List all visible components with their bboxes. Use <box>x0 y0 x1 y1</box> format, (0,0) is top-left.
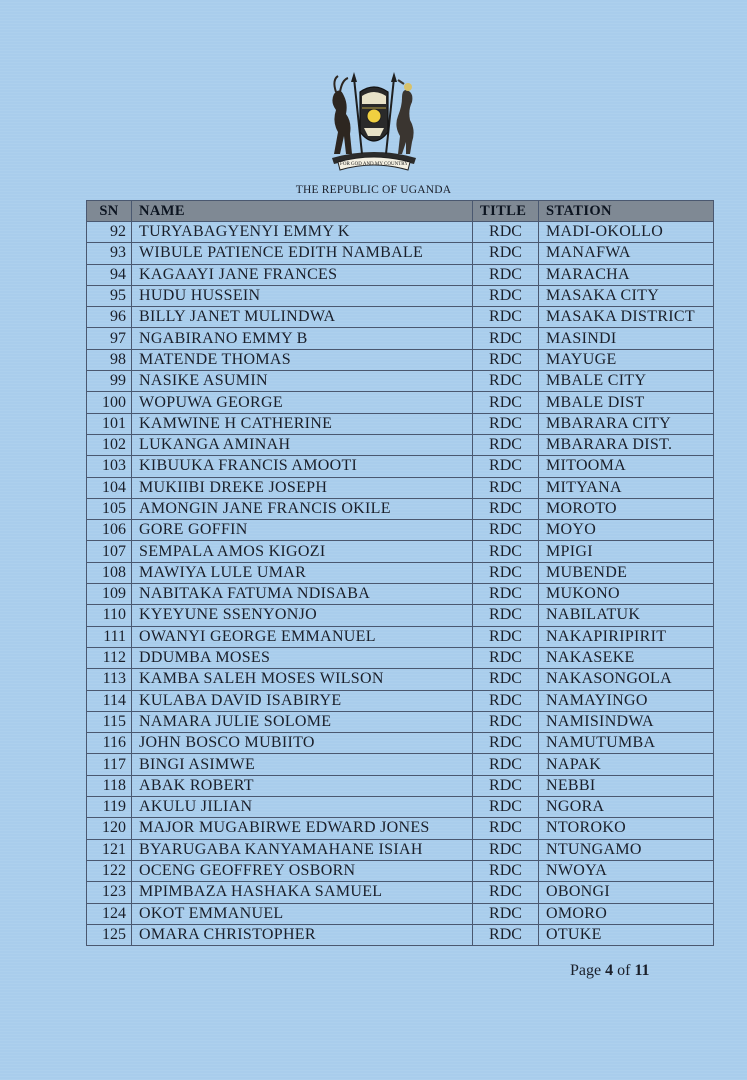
republic-title: THE REPUBLIC OF UGANDA <box>295 184 452 196</box>
page-indicator <box>570 962 650 980</box>
cell-name: LUKANGA AMINAH <box>132 434 473 455</box>
cell-title: RDC <box>473 264 539 285</box>
cell-name: KAMBA SALEH MOSES WILSON <box>132 669 473 690</box>
cell-station: MBARARA CITY <box>539 413 714 434</box>
cell-station: MUBENDE <box>539 562 714 583</box>
cell-name: AMONGIN JANE FRANCIS OKILE <box>132 498 473 519</box>
cell-title: RDC <box>473 711 539 732</box>
cell-station: MARACHA <box>539 264 714 285</box>
cell-title: RDC <box>473 371 539 392</box>
table-row <box>87 584 714 605</box>
cell-station: OMORO <box>539 903 714 924</box>
table-row <box>87 285 714 306</box>
cell-sn: 119 <box>87 797 132 818</box>
cell-station: NTOROKO <box>539 818 714 839</box>
cell-title: RDC <box>473 222 539 243</box>
cell-sn: 111 <box>87 626 132 647</box>
table-row <box>87 456 714 477</box>
cell-name: NABITAKA FATUMA NDISABA <box>132 584 473 605</box>
column-header-title: TITLE <box>473 201 539 222</box>
cell-title: RDC <box>473 307 539 328</box>
cell-station: MOYO <box>539 520 714 541</box>
cell-sn: 113 <box>87 669 132 690</box>
cell-title: RDC <box>473 456 539 477</box>
table-row <box>87 903 714 924</box>
cell-station: NAKAPIRIPIRIT <box>539 626 714 647</box>
table-row <box>87 264 714 285</box>
cell-name: MUKIIBI DREKE JOSEPH <box>132 477 473 498</box>
cell-sn: 116 <box>87 733 132 754</box>
table-row <box>87 371 714 392</box>
cell-name: KIBUUKA FRANCIS AMOOTI <box>132 456 473 477</box>
cell-sn: 109 <box>87 584 132 605</box>
table-row <box>87 647 714 668</box>
table-row <box>87 520 714 541</box>
table-row <box>87 222 714 243</box>
table-row <box>87 733 714 754</box>
cell-name: MAWIYA LULE UMAR <box>132 562 473 583</box>
cell-title: RDC <box>473 392 539 413</box>
cell-sn: 110 <box>87 605 132 626</box>
table-row <box>87 882 714 903</box>
cell-name: GORE GOFFIN <box>132 520 473 541</box>
table-row <box>87 797 714 818</box>
cell-title: RDC <box>473 903 539 924</box>
cell-title: RDC <box>473 882 539 903</box>
column-header-station: STATION <box>539 201 714 222</box>
cell-sn: 102 <box>87 434 132 455</box>
cell-station: MASINDI <box>539 328 714 349</box>
table-row <box>87 754 714 775</box>
table-row <box>87 860 714 881</box>
cell-sn: 118 <box>87 775 132 796</box>
cell-station: MASAKA CITY <box>539 285 714 306</box>
cell-title: RDC <box>473 860 539 881</box>
table-row <box>87 243 714 264</box>
cell-title: RDC <box>473 924 539 945</box>
cell-sn: 96 <box>87 307 132 328</box>
cell-station: MBALE CITY <box>539 371 714 392</box>
cell-name: ABAK ROBERT <box>132 775 473 796</box>
cell-station: MPIGI <box>539 541 714 562</box>
cell-title: RDC <box>473 584 539 605</box>
table-row <box>87 839 714 860</box>
column-header-sn: SN <box>87 201 132 222</box>
table-row <box>87 562 714 583</box>
cell-sn: 103 <box>87 456 132 477</box>
cell-station: NAMUTUMBA <box>539 733 714 754</box>
cell-name: JOHN BOSCO MUBIITO <box>132 733 473 754</box>
table-row <box>87 669 714 690</box>
cell-station: NAPAK <box>539 754 714 775</box>
cell-title: RDC <box>473 626 539 647</box>
table-row <box>87 413 714 434</box>
cell-title: RDC <box>473 520 539 541</box>
table-row <box>87 818 714 839</box>
cell-title: RDC <box>473 477 539 498</box>
cell-name: KAMWINE H CATHERINE <box>132 413 473 434</box>
cell-name: NGABIRANO EMMY B <box>132 328 473 349</box>
table-row <box>87 307 714 328</box>
cell-station: MBALE DIST <box>539 392 714 413</box>
table-row <box>87 541 714 562</box>
cell-sn: 100 <box>87 392 132 413</box>
cell-sn: 92 <box>87 222 132 243</box>
table-row <box>87 775 714 796</box>
cell-station: MADI-OKOLLO <box>539 222 714 243</box>
cell-station: MOROTO <box>539 498 714 519</box>
cell-station: NABILATUK <box>539 605 714 626</box>
cell-name: NAMARA JULIE SOLOME <box>132 711 473 732</box>
cell-sn: 101 <box>87 413 132 434</box>
cell-sn: 107 <box>87 541 132 562</box>
cell-title: RDC <box>473 797 539 818</box>
cell-title: RDC <box>473 839 539 860</box>
cell-title: RDC <box>473 243 539 264</box>
table-row <box>87 434 714 455</box>
page-current: 4 <box>605 962 614 979</box>
cell-name: BILLY JANET MULINDWA <box>132 307 473 328</box>
cell-title: RDC <box>473 647 539 668</box>
cell-station: MASAKA DISTRICT <box>539 307 714 328</box>
cell-station: OBONGI <box>539 882 714 903</box>
table-row <box>87 690 714 711</box>
cell-name: AKULU JILIAN <box>132 797 473 818</box>
cell-name: BYARUGABA KANYAMAHANE ISIAH <box>132 839 473 860</box>
cell-station: NEBBI <box>539 775 714 796</box>
cell-name: OWANYI GEORGE EMMANUEL <box>132 626 473 647</box>
cell-station: OTUKE <box>539 924 714 945</box>
cell-title: RDC <box>473 605 539 626</box>
cell-name: SEMPALA AMOS KIGOZI <box>132 541 473 562</box>
cell-station: NAMISINDWA <box>539 711 714 732</box>
table-row <box>87 924 714 945</box>
table-row <box>87 626 714 647</box>
rdc-table <box>86 200 714 946</box>
cell-sn: 98 <box>87 349 132 370</box>
cell-sn: 115 <box>87 711 132 732</box>
table-row <box>87 349 714 370</box>
cell-title: RDC <box>473 349 539 370</box>
cell-station: MAYUGE <box>539 349 714 370</box>
cell-sn: 108 <box>87 562 132 583</box>
cell-title: RDC <box>473 669 539 690</box>
cell-station: MANAFWA <box>539 243 714 264</box>
cell-name: NASIKE ASUMIN <box>132 371 473 392</box>
cell-name: KULABA DAVID ISABIRYE <box>132 690 473 711</box>
cell-title: RDC <box>473 328 539 349</box>
cell-title: RDC <box>473 690 539 711</box>
cell-sn: 93 <box>87 243 132 264</box>
cell-name: KAGAAYI JANE FRANCES <box>132 264 473 285</box>
coat-of-arms-emblem <box>318 70 430 182</box>
cell-sn: 112 <box>87 647 132 668</box>
cell-sn: 121 <box>87 839 132 860</box>
cell-title: RDC <box>473 285 539 306</box>
page-of: of <box>617 962 631 979</box>
cell-title: RDC <box>473 413 539 434</box>
cell-sn: 125 <box>87 924 132 945</box>
cell-title: RDC <box>473 818 539 839</box>
cell-station: MITYANA <box>539 477 714 498</box>
table-row <box>87 392 714 413</box>
cell-name: OCENG GEOFFREY OSBORN <box>132 860 473 881</box>
cell-sn: 124 <box>87 903 132 924</box>
crest-motto: FOR GOD AND MY COUNTRY <box>340 162 408 167</box>
cell-station: NAKASONGOLA <box>539 669 714 690</box>
cell-name: HUDU HUSSEIN <box>132 285 473 306</box>
cell-sn: 97 <box>87 328 132 349</box>
cell-title: RDC <box>473 434 539 455</box>
cell-sn: 95 <box>87 285 132 306</box>
cell-station: NAKASEKE <box>539 647 714 668</box>
table-row <box>87 498 714 519</box>
cell-station: MITOOMA <box>539 456 714 477</box>
cell-title: RDC <box>473 775 539 796</box>
cell-sn: 94 <box>87 264 132 285</box>
cell-station: NWOYA <box>539 860 714 881</box>
cell-station: NGORA <box>539 797 714 818</box>
cell-sn: 105 <box>87 498 132 519</box>
cell-sn: 117 <box>87 754 132 775</box>
cell-name: BINGI ASIMWE <box>132 754 473 775</box>
column-header-name: NAME <box>132 201 473 222</box>
cell-name: WIBULE PATIENCE EDITH NAMBALE <box>132 243 473 264</box>
cell-name: MPIMBAZA HASHAKA SAMUEL <box>132 882 473 903</box>
cell-title: RDC <box>473 498 539 519</box>
cell-name: TURYABAGYENYI EMMY K <box>132 222 473 243</box>
page-total: 11 <box>634 962 650 979</box>
cell-title: RDC <box>473 754 539 775</box>
cell-name: OKOT EMMANUEL <box>132 903 473 924</box>
cell-name: OMARA CHRISTOPHER <box>132 924 473 945</box>
cell-name: WOPUWA GEORGE <box>132 392 473 413</box>
cell-sn: 104 <box>87 477 132 498</box>
cell-sn: 122 <box>87 860 132 881</box>
table-header-row <box>87 201 714 222</box>
page-label: Page <box>570 962 602 979</box>
cell-sn: 106 <box>87 520 132 541</box>
cell-title: RDC <box>473 562 539 583</box>
cell-title: RDC <box>473 733 539 754</box>
table-row <box>87 328 714 349</box>
cell-name: MAJOR MUGABIRWE EDWARD JONES <box>132 818 473 839</box>
cell-station: MUKONO <box>539 584 714 605</box>
cell-sn: 114 <box>87 690 132 711</box>
cell-sn: 120 <box>87 818 132 839</box>
cell-sn: 99 <box>87 371 132 392</box>
cell-name: DDUMBA MOSES <box>132 647 473 668</box>
cell-title: RDC <box>473 541 539 562</box>
cell-name: KYEYUNE SSENYONJO <box>132 605 473 626</box>
cell-station: NTUNGAMO <box>539 839 714 860</box>
cell-name: MATENDE THOMAS <box>132 349 473 370</box>
table-row <box>87 477 714 498</box>
table-row <box>87 605 714 626</box>
cell-station: NAMAYINGO <box>539 690 714 711</box>
cell-station: MBARARA DIST. <box>539 434 714 455</box>
table-row <box>87 711 714 732</box>
cell-sn: 123 <box>87 882 132 903</box>
